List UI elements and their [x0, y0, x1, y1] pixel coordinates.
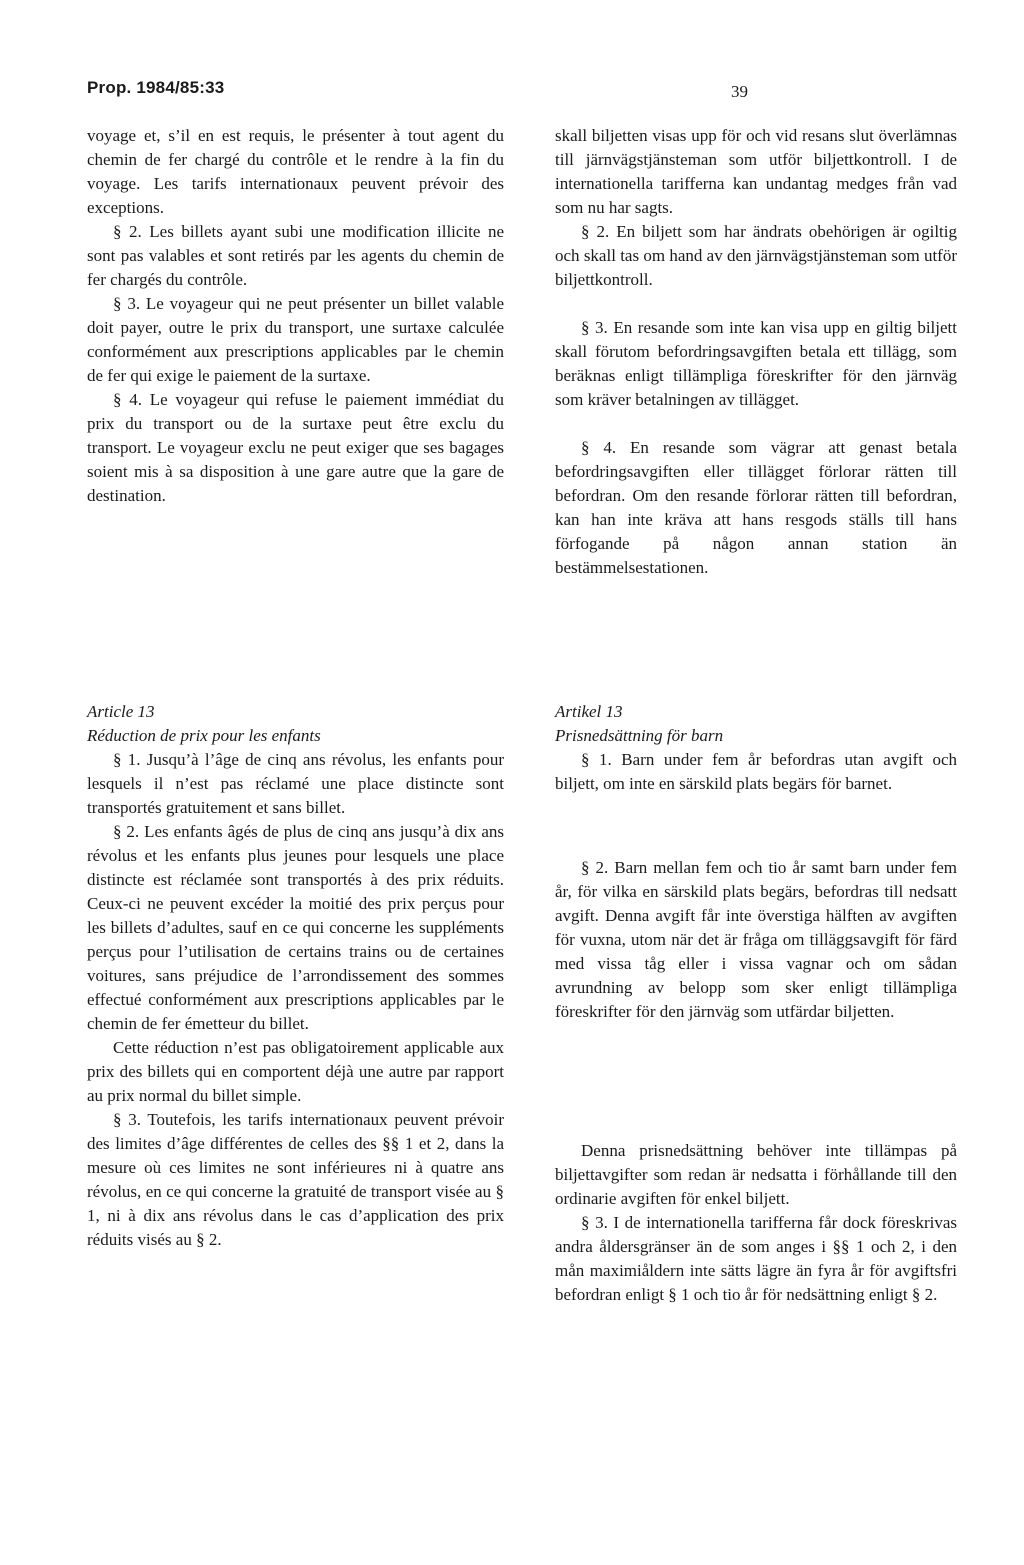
swedish-paragraph: § 2. Barn mellan fem och tio år samt barn under fem år, för vilka en särskild plats begärs, befordras till nedsatt avgift. Denna avgift får inte överstiga hälften av avgiften för vuxna, utom när det är fråga om tilläggsavgift för färd med vissa tåg eller i vissa vagnar och om sådan avrundning av belopp som sker enligt tillämpliga föreskrifter för den järnväg som utfärdar biljetten. — [555, 858, 957, 1021]
french-paragraph: § 2. Les billets ayant subi une modification illicite ne sont pas valables et sont retirés par les agents du chemin de fer chargés du contrôle. — [87, 222, 504, 289]
swedish-paragraph: skall biljetten visas upp för och vid resans slut överlämnas till järnvägstjänsteman som utför biljettkontroll. I de internationella tarifferna kan undantag medges från vad som nu har sagts. — [555, 126, 957, 217]
french-intro-section — [87, 124, 504, 508]
swedish-article-13-para-3 — [555, 1139, 957, 1307]
swedish-paragraph: § 3. I de internationella tarifferna får dock föreskrivas andra åldersgränser än de som anges i §§ 1 och 2, i den mån maximiåldern inte sätts lägre än fyra år för avgiftsfri befordran enligt § 1 och tio år för nedsättning enligt § 2. — [555, 1213, 957, 1304]
swedish-paragraph: § 3. En resande som inte kan visa upp en giltig biljett skall förutom befordringsavgiften betala ett tillägg, som beräknas enligt tillämpliga föreskrifter för den järnväg som kräver betalningen av tillägget. — [555, 318, 957, 409]
swedish-paragraph: § 2. En biljett som har ändrats obehörigen är ogiltig och skall tas om hand av den järnvägstjänsteman som utför biljettkontroll. — [555, 222, 957, 289]
french-article-subtitle: Réduction de prix pour les enfants — [87, 726, 321, 745]
swedish-intro-section — [555, 124, 957, 580]
french-article-title: Article 13 — [87, 702, 155, 721]
swedish-paragraph: § 4. En resande som vägrar att genast betala befordringsavgiften eller tillägget förlorar rätten till befordran. Om den resande förlorar rätten till befordran, kan han inte kräva att hans resgods ställs till hans förfogande på någon annan station än bestämmelsestationen. — [555, 438, 957, 577]
french-paragraph: § 4. Le voyageur qui refuse le paiement immédiat du prix du transport ou de la surtaxe peut être exclu du transport. Le voyageur exclu ne peut exiger que ses bagages soient mis à sa disposition à une gare autre que la gare de destination. — [87, 390, 504, 505]
french-paragraph: voyage et, s’il en est requis, le présenter à tout agent du chemin de fer chargé du contrôle et le rendre à la fin du voyage. Les tarifs internationaux peuvent prévoir des exceptions. — [87, 126, 504, 217]
french-paragraph: Cette réduction n’est pas obligatoirement applicable aux prix des billets qui en comportent déjà une autre par rapport au prix normal du billet simple. — [87, 1038, 504, 1105]
french-paragraph: § 3. Toutefois, les tarifs internationaux peuvent prévoir des limites d’âge différentes de celles des §§ 1 et 2, dans la mesure où ces limites ne sont inférieures ni à quatre ans révolus, en ce qui concerne la gratuité de transport visée au § 1, ni à dix ans révolus dans le cas d’application des prix réduits visés au § 2. — [87, 1110, 504, 1249]
swedish-article-subtitle: Prisnedsättning för barn — [555, 726, 724, 745]
swedish-paragraph: Denna prisnedsättning behöver inte tillämpas på biljettavgifter som redan är nedsatta i förhållande till den ordinarie avgiften för enkel biljett. — [555, 1141, 957, 1208]
page-number: 39 — [731, 82, 748, 101]
swedish-article-13 — [555, 700, 957, 796]
swedish-article-13-para-2 — [555, 856, 957, 1024]
swedish-paragraph: § 1. Barn under fem år befordras utan avgift och biljett, om inte en särskild plats begärs för barnet. — [555, 750, 957, 793]
french-paragraph: § 2. Les enfants âgés de plus de cinq ans jusqu’à dix ans révolus et les enfants plus jeunes pour lesquels une place distincte est réclamée sont transportés à des prix réduits. Ceux-ci ne peuvent excéder la moitié des prix perçus pour les billets d’adultes, sauf en ce qui concerne les suppléments perçus pour l’utilisation de certains trains ou de certaines voitures, sans préjudice de l’arrondissement des sommes effectué conformément aux prescriptions applicables par le chemin de fer émetteur du billet. — [87, 822, 504, 1033]
french-paragraph: § 1. Jusqu’à l’âge de cinq ans révolus, les enfants pour lesquels il n’est pas réclamé une place distincte sont transportés gratuitement et sans billet. — [87, 750, 504, 817]
swedish-article-title: Artikel 13 — [555, 702, 623, 721]
french-paragraph: § 3. Le voyageur qui ne peut présenter un billet valable doit payer, outre le prix du transport, une surtaxe calculée conformément aux prescriptions applicables par le chemin de fer qui exige le paiement de la surtaxe. — [87, 294, 504, 385]
document-reference: Prop. 1984/85:33 — [87, 78, 225, 97]
french-article-13 — [87, 700, 504, 1252]
